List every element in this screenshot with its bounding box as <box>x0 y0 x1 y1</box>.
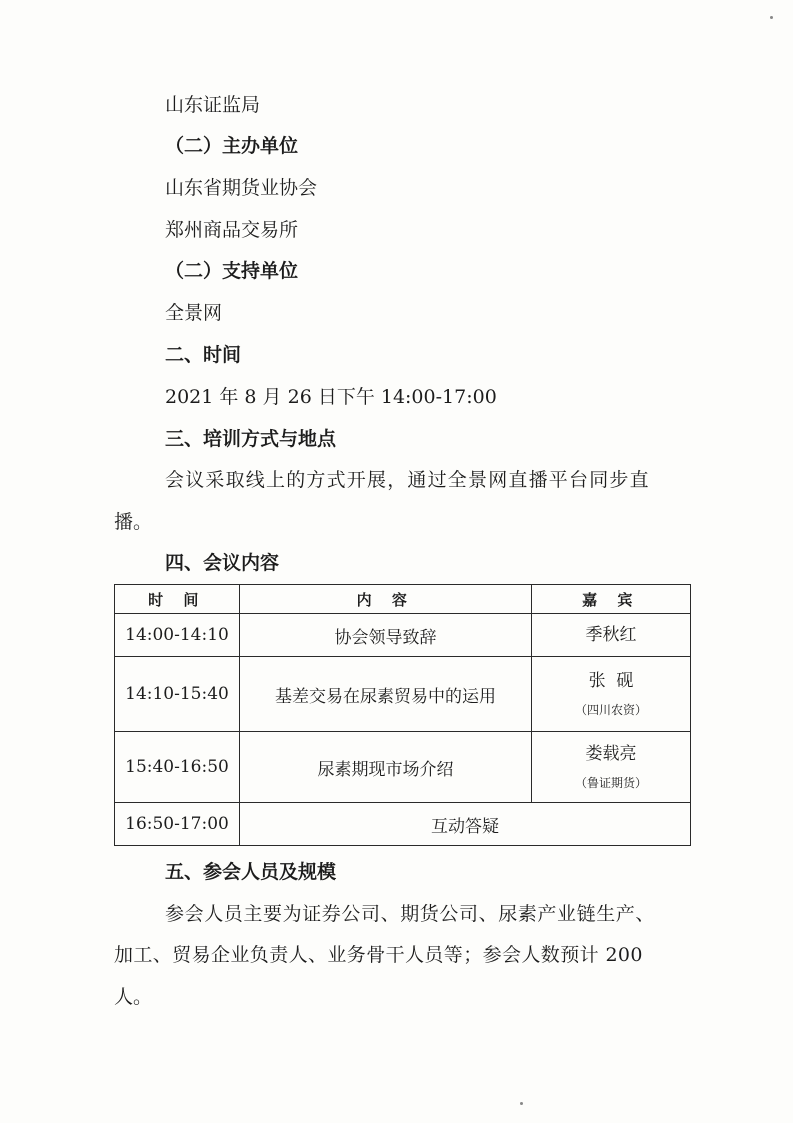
speaker-name: 娄载亮 <box>585 744 637 764</box>
org-line-2: 山东省期货业协会 <box>165 177 318 199</box>
header-time: 时 间 <box>115 585 240 614</box>
speaker-name: 张 砚 <box>588 671 634 691</box>
row-content: 基差交易在尿素贸易中的运用 <box>240 657 532 732</box>
table-row <box>115 614 691 657</box>
scan-speck <box>520 1102 523 1105</box>
method-text-line-1: 会议采取线上的方式开展，通过全景网直播平台同步直 <box>165 469 650 491</box>
speaker-org: （鲁证期货） <box>574 776 647 790</box>
table-row <box>115 803 691 846</box>
table-row <box>115 657 691 732</box>
attendees-text-line-3: 人。 <box>114 986 153 1008</box>
time-text: 2021 年 8 月 26 日下午 14:00-17:00 <box>165 386 497 408</box>
section-attendees-heading: 五、参会人员及规模 <box>165 861 337 883</box>
method-text-line-2: 播。 <box>114 511 153 533</box>
row-time: 14:10-15:40 <box>115 657 240 732</box>
org-line-4: 全景网 <box>165 302 223 324</box>
table-row <box>115 732 691 803</box>
attendees-text-line-2: 加工、贸易企业负责人、业务骨干人员等；参会人数预计 200 <box>114 944 643 966</box>
supporter-heading: （二）支持单位 <box>165 260 299 282</box>
agenda-table <box>114 584 691 846</box>
header-speaker: 嘉 宾 <box>532 585 691 614</box>
speaker-name: 季秋红 <box>585 625 637 645</box>
row-speaker <box>532 657 691 732</box>
attendees-text-line-1: 参会人员主要为证券公司、期货公司、尿素产业链生产、 <box>165 903 656 925</box>
section-time-heading: 二、时间 <box>165 344 242 366</box>
row-time: 16:50-17:00 <box>115 803 240 846</box>
row-content: 协会领导致辞 <box>240 614 532 657</box>
table-header-row <box>115 585 691 614</box>
organizer-heading: （二）主办单位 <box>165 135 299 157</box>
header-content: 内 容 <box>240 585 532 614</box>
org-line-1: 山东证监局 <box>165 94 261 116</box>
row-time: 15:40-16:50 <box>115 732 240 803</box>
row-content: 尿素期现市场介绍 <box>240 732 532 803</box>
row-time: 14:00-14:10 <box>115 614 240 657</box>
row-content: 互动答疑 <box>240 803 691 846</box>
row-speaker <box>532 732 691 803</box>
speaker-org: （四川农资） <box>574 703 647 717</box>
org-line-3: 郑州商品交易所 <box>165 219 299 241</box>
section-content-heading: 四、会议内容 <box>165 552 280 574</box>
row-speaker <box>532 614 691 657</box>
section-method-heading: 三、培训方式与地点 <box>165 428 337 450</box>
scan-speck <box>770 16 773 19</box>
